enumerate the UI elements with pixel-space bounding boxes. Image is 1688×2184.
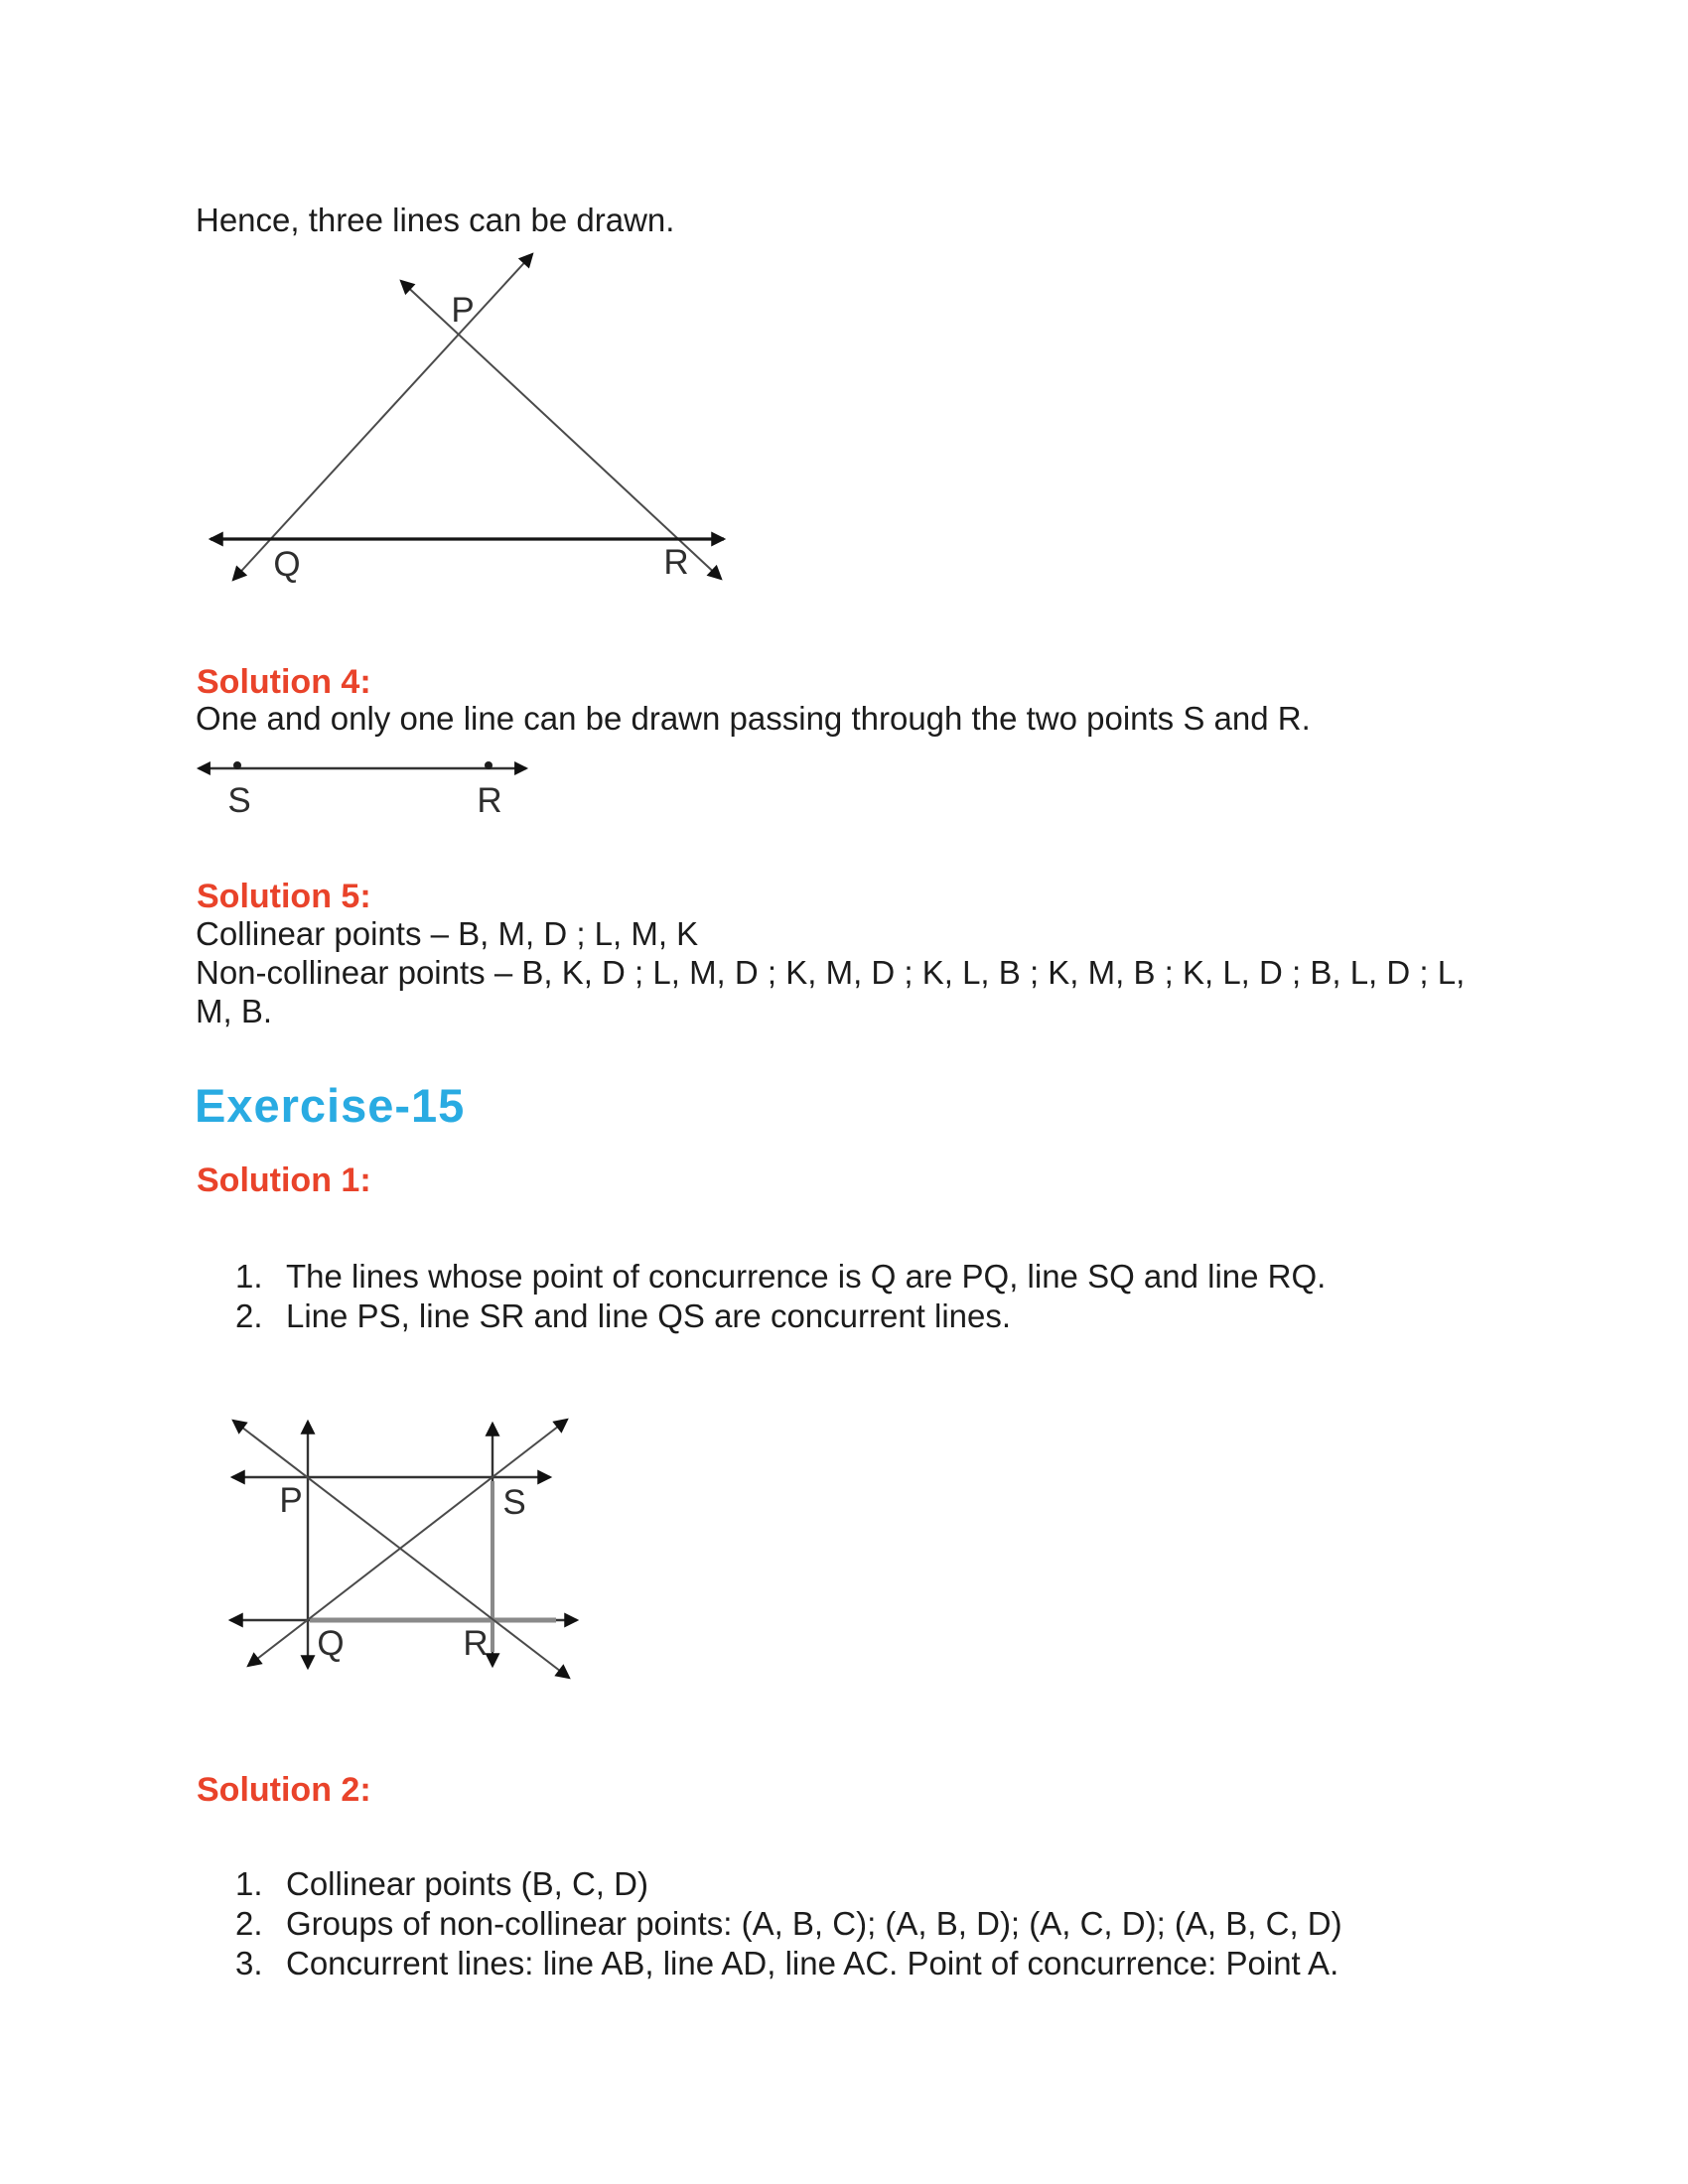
point-label-q: Q	[273, 545, 301, 584]
line-QS-diagonal	[248, 1420, 567, 1666]
solution4-heading: Solution 4:	[197, 663, 371, 701]
solution1-heading: Solution 1:	[197, 1161, 371, 1199]
solution5-body	[196, 914, 1465, 1030]
concurrent-lines-diagram	[213, 1400, 601, 1693]
list-item	[235, 1864, 1342, 1904]
solution2-heading: Solution 2:	[197, 1771, 371, 1809]
exercise-heading: Exercise-15	[195, 1079, 466, 1132]
solution5-line2: Non-collinear points – B, K, D ; L, M, D ; K, M, D ; K, L, B ; K, M, B ; K, L, D ; B, L, D ; L,	[196, 954, 1466, 991]
solution1-list	[235, 1257, 1326, 1336]
solution5-heading: Solution 5:	[197, 878, 371, 915]
point-label-p: P	[451, 291, 475, 330]
list-item-number: 3.	[235, 1945, 263, 1981]
point-label-r: R	[477, 781, 502, 820]
list-item-number: 2.	[235, 1905, 263, 1942]
solution4-body: One and only one line can be drawn passing through the two points S and R.	[196, 700, 1311, 737]
line-sr-diagram	[179, 740, 556, 834]
list-item	[235, 1257, 1326, 1297]
list-item-number: 2.	[235, 1297, 263, 1334]
point-label-s: S	[227, 781, 251, 820]
intro-text: Hence, three lines can be drawn.	[196, 202, 675, 238]
list-item	[235, 1904, 1342, 1944]
list-item-number: 1.	[235, 1865, 263, 1902]
list-item-text: Concurrent lines: line AB, line AD, line AC. Point of concurrence: Point A.	[286, 1945, 1339, 1981]
list-item-text: Groups of non-collinear points: (A, B, C); (A, B, D); (A, C, D); (A, B, C, D)	[286, 1905, 1342, 1942]
triangle-lines-diagram	[189, 238, 745, 611]
point-label-q: Q	[317, 1624, 345, 1663]
list-item-text: The lines whose point of concurrence is Q are PQ, line SQ and line RQ.	[286, 1258, 1327, 1295]
solution2-list	[235, 1864, 1342, 1983]
list-item-text: Line PS, line SR and line QS are concurrent lines.	[286, 1297, 1012, 1334]
solution5-line3: M, B.	[196, 993, 273, 1029]
list-item	[235, 1297, 1326, 1336]
point-dot-s	[233, 761, 241, 769]
list-item-number: 1.	[235, 1258, 263, 1295]
list-item	[235, 1944, 1342, 1983]
point-label-r: R	[463, 1624, 489, 1663]
point-label-r: R	[663, 543, 689, 582]
solution5-line1: Collinear points – B, M, D ; L, M, K	[196, 915, 699, 952]
line-QP	[233, 254, 532, 580]
point-label-p: P	[279, 1481, 303, 1520]
line-RP	[401, 281, 721, 579]
point-label-s: S	[502, 1483, 526, 1522]
list-item-text: Collinear points (B, C, D)	[286, 1865, 648, 1902]
point-dot-r	[485, 761, 492, 769]
